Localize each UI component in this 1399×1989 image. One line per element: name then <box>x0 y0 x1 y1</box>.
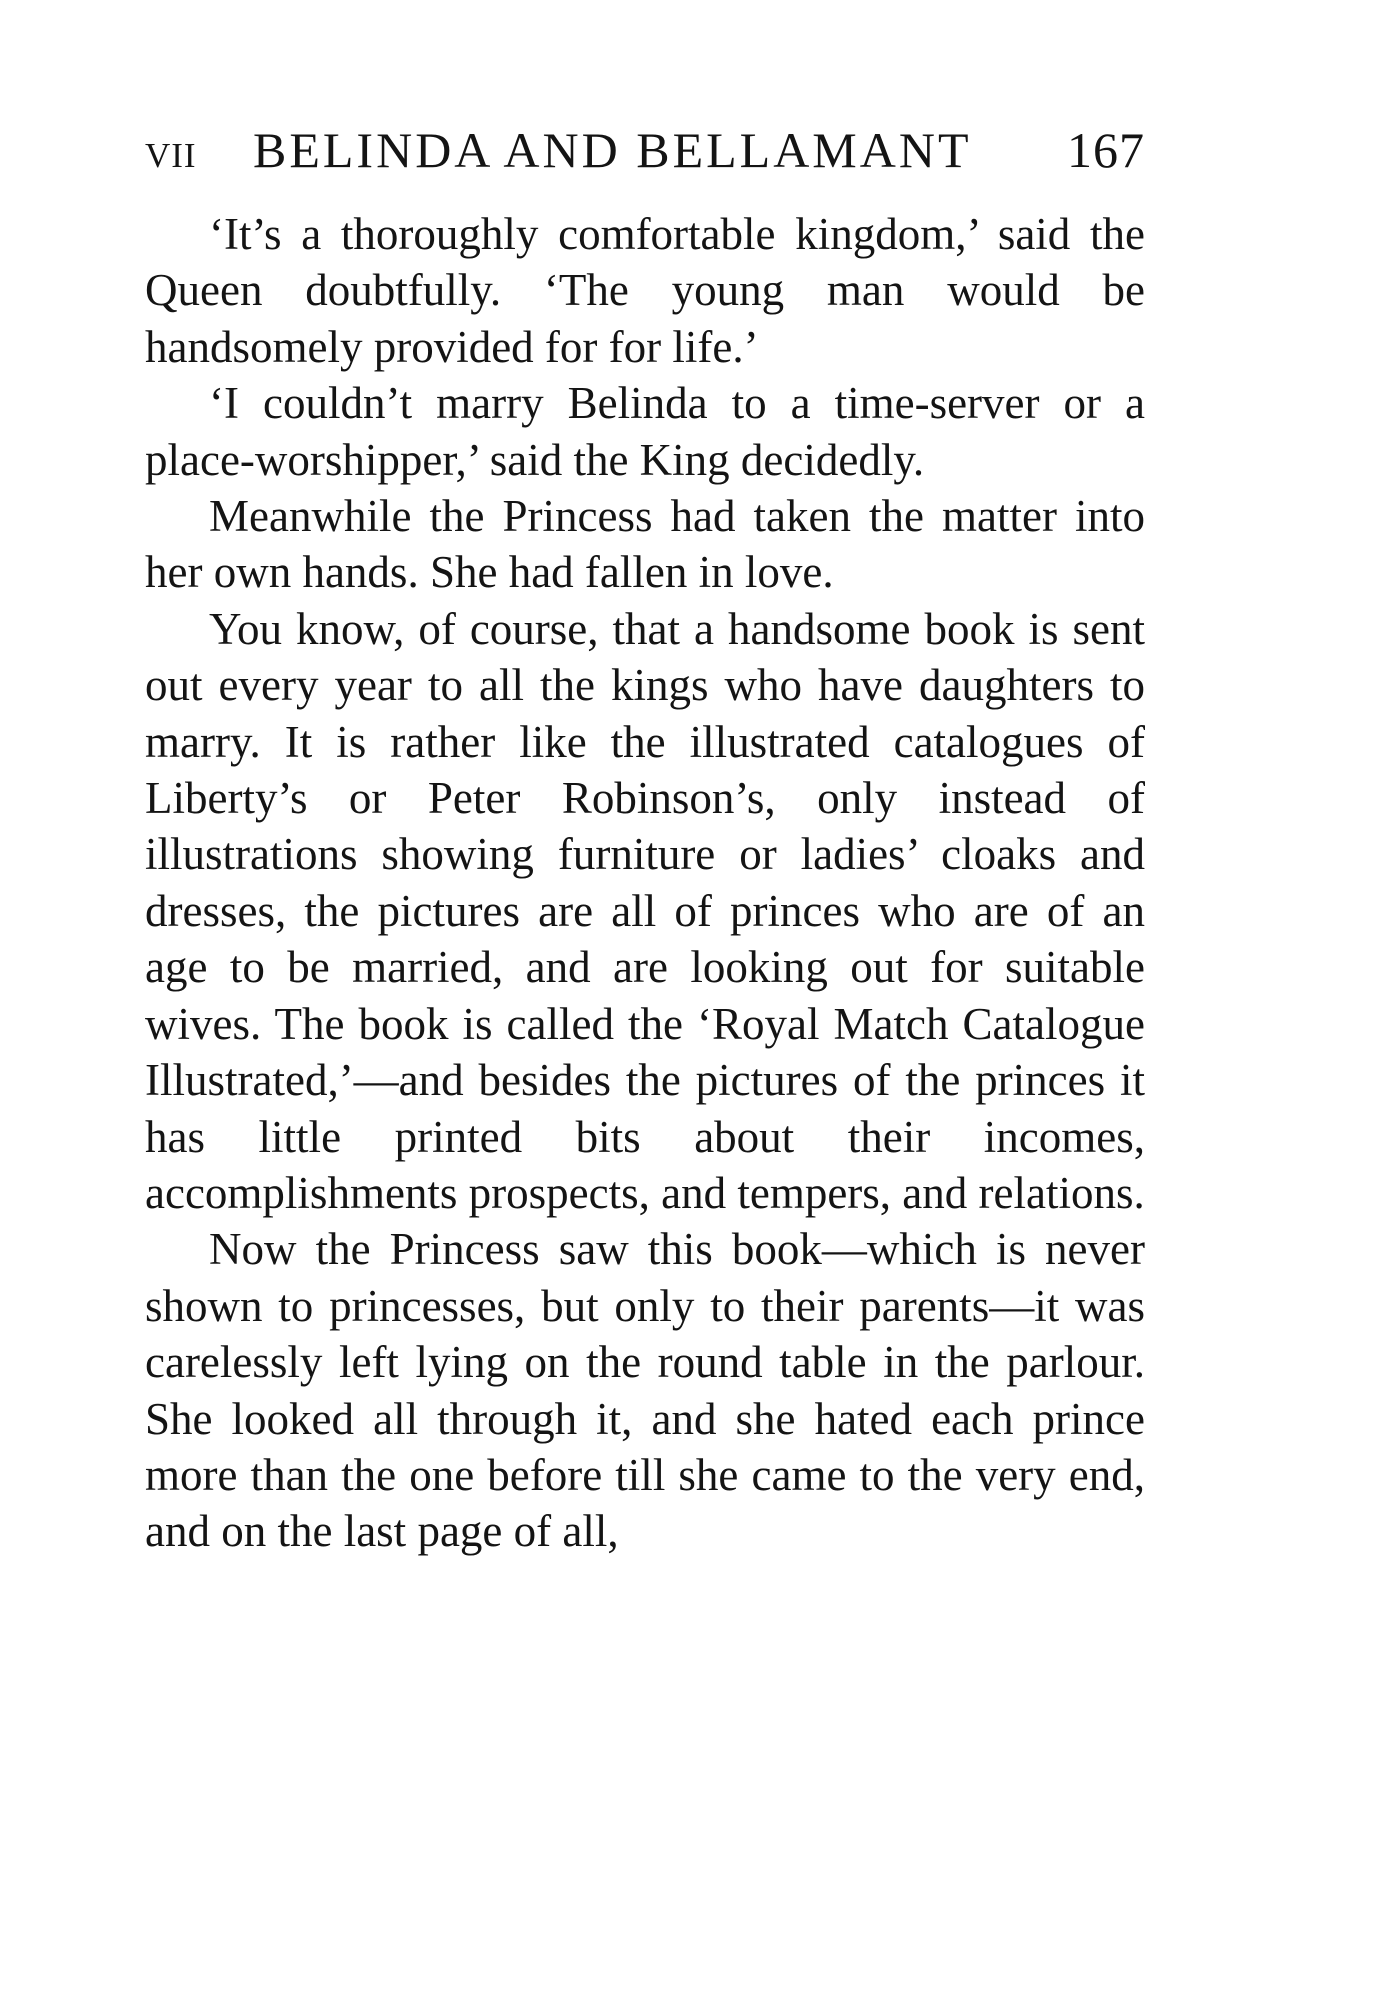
paragraph: ‘I couldn’t marry Belinda to a time-server or a place-worshipper,’ said the King decidedly. <box>145 378 1145 485</box>
paragraph: Now the Princess saw this book—which is never shown to princesses, but only to their parents—it was carelessly left lying on the round table in the parlour. She looked all through it, and she hated each prince more than the one before till she came to the very end, and on the last page of all, <box>145 1224 1145 1557</box>
book-page <box>145 120 1145 1560</box>
running-title: BELINDA AND BELLAMANT <box>253 122 972 178</box>
page-number: 167 <box>1067 122 1145 178</box>
paragraph: Meanwhile the Princess had taken the matter into her own hands. She had fallen in love. <box>145 491 1145 598</box>
page-body <box>145 206 1145 1560</box>
running-header <box>145 120 1145 180</box>
chapter-number: vii <box>145 122 197 178</box>
paragraph: You know, of course, that a handsome book is sent out every year to all the kings who have daughters to marry. It is rather like the illustrated catalogues of Liberty’s or Peter Robinson’s, only instead of illustrations showing furniture or ladies’ cloaks and dresses, the pictures are all of princes who are of an age to be married, and are looking out for suitable wives. The book is called the ‘Royal Match Catalogue Illustrated,’—and besides the pictures of the princes it has little printed bits about their incomes, accomplishments prospects, and tempers, and relations. <box>145 603 1145 1218</box>
paragraph: ‘It’s a thoroughly comfortable kingdom,’ said the Queen doubtfully. ‘The young man would be handsomely provided for for life.’ <box>145 209 1145 372</box>
